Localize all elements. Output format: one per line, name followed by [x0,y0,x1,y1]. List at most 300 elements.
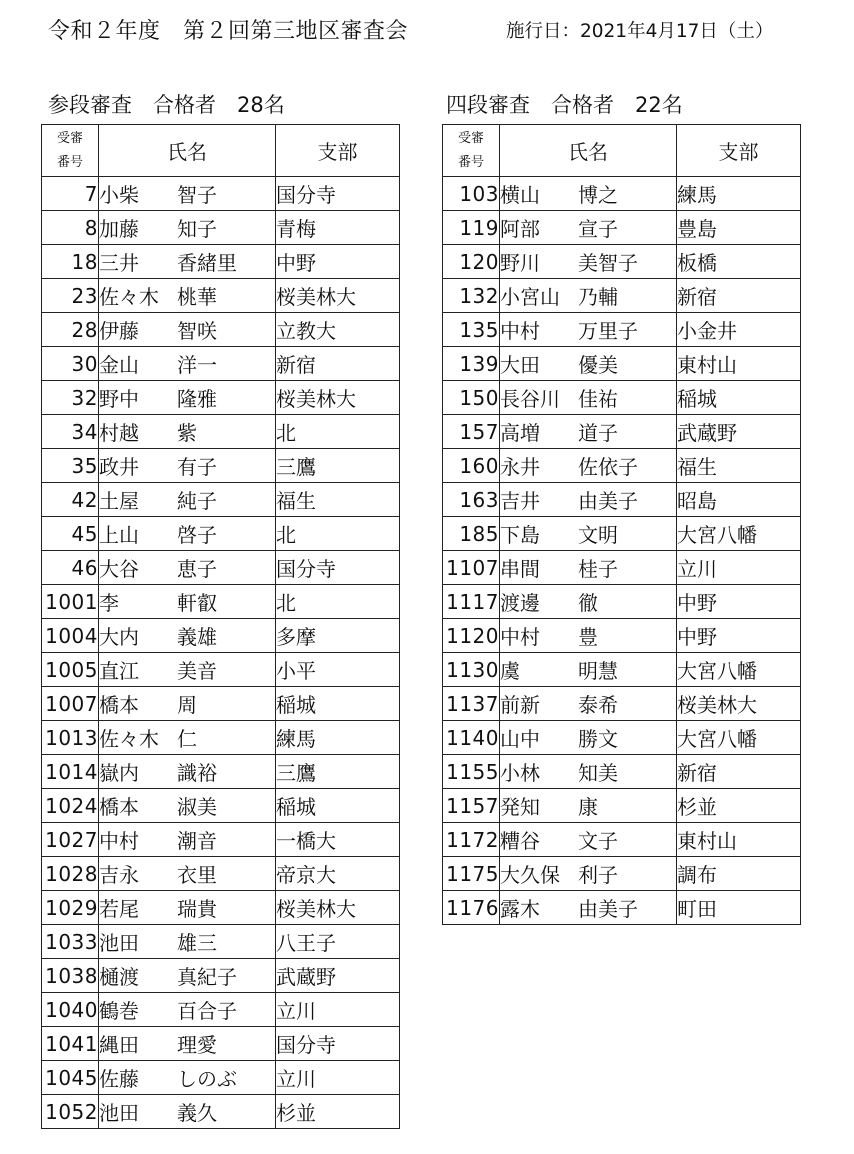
exam-number: 1024 [42,789,99,823]
table-row [443,449,801,483]
surname: 渡邊 [500,591,540,615]
branch: 中野 [677,619,801,653]
branch: 武蔵野 [276,959,400,993]
person-name [99,823,276,857]
person-name [99,551,276,585]
person-name [99,1061,276,1095]
table-row [443,313,801,347]
given-name: 智子 [177,183,217,207]
branch: 新宿 [677,755,801,789]
col-header-number-label: 受審 番号 [457,130,484,170]
person-name [500,177,677,211]
person-name [99,347,276,381]
surname: 土屋 [99,489,139,513]
branch: 大宮八幡 [677,517,801,551]
person-name [99,449,276,483]
exam-number: 1001 [42,585,99,619]
exam-number: 1130 [443,653,500,687]
given-name: 桃華 [177,285,217,309]
exam-number: 119 [443,211,500,245]
branch: 調布 [677,857,801,891]
branch: 東村山 [677,347,801,381]
person-name [99,177,276,211]
branch: 豊島 [677,211,801,245]
exam-number: 1041 [42,1027,99,1061]
table-row [443,619,801,653]
given-name: 有子 [177,455,217,479]
table-row [42,755,400,789]
header-row [42,125,400,177]
given-name: 美音 [177,659,217,683]
surname: 橋本 [99,693,139,717]
table-row [42,381,400,415]
exam-number: 1137 [443,687,500,721]
table-row [42,721,400,755]
given-name: 乃輔 [578,285,618,309]
given-name: 勝文 [578,727,618,751]
given-name: 佳祐 [578,387,618,411]
col-header-branch: 支部 [276,125,400,177]
person-name [99,857,276,891]
exam-number: 8 [42,211,99,245]
given-name: 純子 [177,489,217,513]
surname: 横山 [500,183,540,207]
given-name: 知子 [177,217,217,241]
branch: 板橋 [677,245,801,279]
branch: 立教大 [276,313,400,347]
table-row [443,483,801,517]
table-row [42,313,400,347]
person-name [99,1027,276,1061]
table-row [443,585,801,619]
exam-number: 1117 [443,585,500,619]
branch: 立川 [276,1061,400,1095]
col-header-number [42,125,99,177]
exam-number: 1040 [42,993,99,1027]
given-name: 義雄 [177,625,217,649]
exam-number: 1027 [42,823,99,857]
person-name [99,959,276,993]
exam-number: 18 [42,245,99,279]
surname: 大谷 [99,557,139,581]
branch: 福生 [677,449,801,483]
surname: 長谷川 [500,387,560,411]
surname: 村越 [99,421,139,445]
table-row [42,347,400,381]
branch: 一橋大 [276,823,400,857]
branch: 武蔵野 [677,415,801,449]
table-row [42,245,400,279]
person-name [500,245,677,279]
branch: 稲城 [276,687,400,721]
surname: 上山 [99,523,139,547]
exam-number: 1175 [443,857,500,891]
person-name [500,755,677,789]
surname: 永井 [500,455,540,479]
exam-number: 46 [42,551,99,585]
given-name: 恵子 [177,557,217,581]
given-name: 明慧 [578,659,618,683]
branch: 青梅 [276,211,400,245]
exam-number: 1005 [42,653,99,687]
branch: 稲城 [677,381,801,415]
person-name [99,483,276,517]
surname: 中村 [500,625,540,649]
given-name: 衣里 [177,863,217,887]
exam-number: 1052 [42,1095,99,1129]
branch: 昭島 [677,483,801,517]
branch: 東村山 [677,823,801,857]
exam-number: 1120 [443,619,500,653]
table-row [42,211,400,245]
surname: 橋本 [99,795,139,819]
given-name: 識裕 [177,761,217,785]
person-name [500,211,677,245]
given-name: 桂子 [578,557,618,581]
col-header-branch: 支部 [677,125,801,177]
exam-number: 30 [42,347,99,381]
person-name [500,721,677,755]
table-row [42,891,400,925]
exam-number: 1028 [42,857,99,891]
person-name [99,245,276,279]
given-name: 由美子 [578,897,638,921]
given-name: 博之 [578,183,618,207]
branch: 大宮八幡 [677,653,801,687]
given-name: 紫 [177,421,197,445]
table-row [443,857,801,891]
table-row [443,551,801,585]
table-row [443,245,801,279]
exam-number: 132 [443,279,500,313]
given-name: 泰希 [578,693,618,717]
person-name [99,755,276,789]
col-header-name: 氏名 [99,125,276,177]
person-name [500,347,677,381]
given-name: 洋一 [177,353,217,377]
surname: 縄田 [99,1033,139,1057]
branch: 新宿 [276,347,400,381]
surname: 樋渡 [99,965,139,989]
branch: 杉並 [677,789,801,823]
surname: 政井 [99,455,139,479]
col-header-number [443,125,500,177]
branch: 福生 [276,483,400,517]
sandan-section-title: 参段審査 合格者 28名 [48,93,285,117]
table-row [42,517,400,551]
surname: 中村 [500,319,540,343]
surname: 発知 [500,795,540,819]
branch: 小平 [276,653,400,687]
surname: 大田 [500,353,540,377]
surname: 中村 [99,829,139,853]
person-name [500,619,677,653]
branch: 練馬 [677,177,801,211]
exam-number: 35 [42,449,99,483]
person-name [500,449,677,483]
surname: 佐々木 [99,285,159,309]
exam-number: 1155 [443,755,500,789]
person-name [500,279,677,313]
given-name: 軒叡 [177,591,217,615]
surname: 大内 [99,625,139,649]
exam-number: 1029 [42,891,99,925]
branch: 北 [276,415,400,449]
given-name: 義久 [177,1101,217,1125]
table-row [443,211,801,245]
branch: 三鷹 [276,755,400,789]
yondan-table [442,124,801,925]
person-name [99,653,276,687]
person-name [500,415,677,449]
exam-number: 1107 [443,551,500,585]
table-row [42,823,400,857]
table-row [443,721,801,755]
surname: 露木 [500,897,540,921]
person-name [99,687,276,721]
col-header-number-label: 受審 番号 [56,130,83,170]
surname: 野川 [500,251,540,275]
table-row [42,177,400,211]
surname: 佐々木 [99,727,159,751]
exam-number: 120 [443,245,500,279]
given-name: 瑞貴 [177,897,217,921]
exam-number: 1172 [443,823,500,857]
surname: 小柴 [99,183,139,207]
given-name: 豊 [578,625,598,649]
surname: 佐藤 [99,1067,139,1091]
exam-number: 7 [42,177,99,211]
branch: 立川 [276,993,400,1027]
exam-number: 163 [443,483,500,517]
person-name [99,789,276,823]
surname: 小林 [500,761,540,785]
person-name [99,313,276,347]
surname: 直江 [99,659,139,683]
exam-number: 185 [443,517,500,551]
branch: 三鷹 [276,449,400,483]
branch: 国分寺 [276,1027,400,1061]
yondan-section-title: 四段審査 合格者 22名 [446,93,683,117]
branch: 北 [276,517,400,551]
table-row [42,959,400,993]
person-name [500,857,677,891]
person-name [500,687,677,721]
exam-number: 34 [42,415,99,449]
given-name: 雄三 [177,931,217,955]
branch: 新宿 [677,279,801,313]
surname: 虞 [500,659,520,683]
given-name: 万里子 [578,319,638,343]
table-row [443,177,801,211]
table-row [42,449,400,483]
given-name: 理愛 [177,1033,217,1057]
given-name: 道子 [578,421,618,445]
surname: 三井 [99,251,139,275]
surname: 伊藤 [99,319,139,343]
given-name: 香緒里 [177,251,237,275]
table-row [42,585,400,619]
person-name [99,1095,276,1129]
exam-number: 1033 [42,925,99,959]
given-name: 潮音 [177,829,217,853]
surname: 前新 [500,693,540,717]
branch: 町田 [677,891,801,925]
person-name [99,891,276,925]
given-name: 優美 [578,353,618,377]
person-name [500,585,677,619]
given-name: 佐依子 [578,455,638,479]
branch: 多摩 [276,619,400,653]
table-row [443,279,801,313]
branch: 稲城 [276,789,400,823]
given-name: 百合子 [177,999,237,1023]
person-name [99,619,276,653]
person-name [500,483,677,517]
exam-number: 157 [443,415,500,449]
given-name: 隆雅 [177,387,217,411]
surname: 金山 [99,353,139,377]
given-name: 康 [578,795,598,819]
given-name: 利子 [578,863,618,887]
branch: 国分寺 [276,551,400,585]
person-name [99,415,276,449]
branch: 中野 [677,585,801,619]
branch: 桜美林大 [276,279,400,313]
table-row [42,551,400,585]
surname: 吉井 [500,489,540,513]
surname: 池田 [99,931,139,955]
person-name [500,653,677,687]
surname: 吉永 [99,863,139,887]
person-name [99,721,276,755]
surname: 若尾 [99,897,139,921]
exam-number: 1014 [42,755,99,789]
table-row [42,925,400,959]
exam-number: 1140 [443,721,500,755]
surname: 糟谷 [500,829,540,853]
branch: 国分寺 [276,177,400,211]
branch: 八王子 [276,925,400,959]
given-name: 徹 [578,591,598,615]
table-row [42,279,400,313]
given-name: 淑美 [177,795,217,819]
branch: 立川 [677,551,801,585]
table-row [443,823,801,857]
exam-number: 1176 [443,891,500,925]
table-row [42,1061,400,1095]
given-name: 文明 [578,523,618,547]
exam-number: 160 [443,449,500,483]
table-row [443,517,801,551]
table-row [42,619,400,653]
surname: 阿部 [500,217,540,241]
given-name: 知美 [578,761,618,785]
surname: 池田 [99,1101,139,1125]
exam-number: 1013 [42,721,99,755]
given-name: 美智子 [578,251,638,275]
surname: 嶽内 [99,761,139,785]
table-row [443,653,801,687]
person-name [500,517,677,551]
table-row [443,755,801,789]
surname: 小宮山 [500,285,560,309]
exam-date: 施行日：2021年4月17日（土） [506,21,774,42]
table-row [443,415,801,449]
page-title: 令和２年度 第２回第三地区審査会 [48,19,409,44]
table-row [443,789,801,823]
person-name [99,925,276,959]
table-row [42,687,400,721]
surname: 山中 [500,727,540,751]
table-row [443,891,801,925]
surname: 下島 [500,523,540,547]
branch: 大宮八幡 [677,721,801,755]
given-name: 啓子 [177,523,217,547]
surname: 加藤 [99,217,139,241]
person-name [500,823,677,857]
person-name [500,381,677,415]
person-name [99,381,276,415]
person-name [500,551,677,585]
person-name [99,211,276,245]
person-name [99,585,276,619]
table-row [42,857,400,891]
table-row [42,993,400,1027]
branch: 桜美林大 [677,687,801,721]
table-row [42,1095,400,1129]
exam-number: 1007 [42,687,99,721]
surname: 李 [99,591,119,615]
exam-number: 23 [42,279,99,313]
col-header-name: 氏名 [500,125,677,177]
branch: 帝京大 [276,857,400,891]
table-row [42,415,400,449]
exam-number: 1157 [443,789,500,823]
given-name: 仁 [177,727,197,751]
person-name [500,313,677,347]
sandan-table [41,124,400,1129]
branch: 桜美林大 [276,381,400,415]
exam-number: 1038 [42,959,99,993]
person-name [500,891,677,925]
table-row [443,381,801,415]
person-name [99,517,276,551]
given-name: 周 [177,693,197,717]
exam-number: 45 [42,517,99,551]
surname: 鶴巻 [99,999,139,1023]
given-name: 宣子 [578,217,618,241]
given-name: 智咲 [177,319,217,343]
person-name [500,789,677,823]
given-name: しのぶ [177,1067,237,1091]
surname: 野中 [99,387,139,411]
surname: 串間 [500,557,540,581]
branch: 桜美林大 [276,891,400,925]
exam-number: 1045 [42,1061,99,1095]
person-name [99,279,276,313]
branch: 小金井 [677,313,801,347]
exam-number: 28 [42,313,99,347]
table-row [42,1027,400,1061]
branch: 北 [276,585,400,619]
exam-number: 139 [443,347,500,381]
table-row [42,653,400,687]
table-row [443,687,801,721]
exam-number: 135 [443,313,500,347]
branch: 杉並 [276,1095,400,1129]
header-row [443,125,801,177]
